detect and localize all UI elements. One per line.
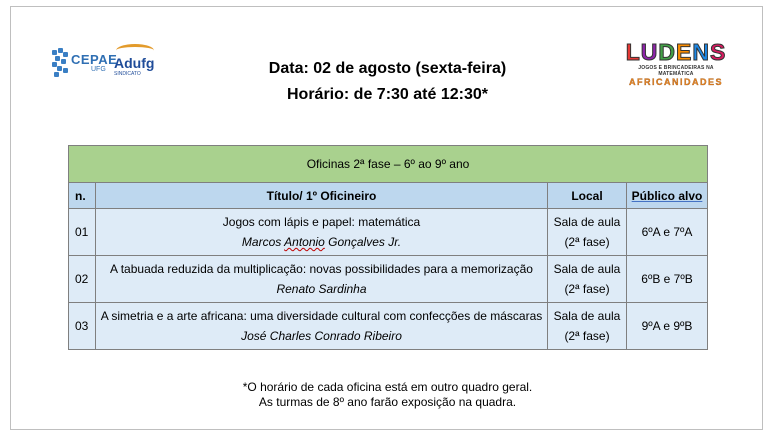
row-title-cell [96, 209, 548, 256]
time-line: Horário: de 7:30 até 12:30* [287, 86, 488, 103]
row-publico: 6ºA e 7ºA [627, 209, 708, 256]
table-row [69, 303, 708, 350]
footnote-8th-grade: As turmas de 8º ano farão exposição na quadra. [258, 395, 517, 409]
workshop-title: A simetria e a arte africana: uma diversidade cultural com confecções de máscaras [100, 309, 543, 323]
row-number: 02 [69, 256, 96, 303]
workshop-title: Jogos com lápis e papel: matemática [222, 215, 421, 229]
cepae-name: CEPAE [71, 52, 118, 67]
workshop-oficineiro: Renato Sardinha [276, 282, 367, 296]
footnote-schedule: *O horário de cada oficina está em outro quadro geral. [242, 380, 533, 394]
row-title-cell [96, 256, 548, 303]
workshop-oficineiro: Marcos Antonio Gonçalves Jr. [241, 235, 402, 249]
table-header-row [69, 183, 708, 209]
workshop-oficineiro: José Charles Conrado Ribeiro [241, 329, 402, 343]
table-row [69, 209, 708, 256]
workshops-table [68, 145, 708, 350]
column-header-title: Título/ 1º Oficineiro [96, 183, 548, 209]
row-number: 01 [69, 209, 96, 256]
workshop-title: A tabuada reduzida da multiplicação: novas possibilidades para a memorização [110, 262, 533, 276]
header [0, 0, 775, 140]
column-header-number: n. [69, 183, 96, 209]
ludens-tagline: JOGOS E BRINCADEIRAS NA MATEMÁTICA [638, 65, 714, 77]
row-local: Sala de aula (2ª fase) [548, 209, 627, 256]
adufg-sub: SINDICATO [114, 71, 141, 77]
row-title-cell [96, 303, 548, 350]
row-publico: 6ºB e 7ºB [627, 256, 708, 303]
adufg-name: Adufg [114, 55, 155, 71]
ludens-theme: AFRICANIDADES [628, 77, 723, 87]
row-number: 03 [69, 303, 96, 350]
table-band-row [69, 146, 708, 183]
row-local: Sala de aula (2ª fase) [548, 303, 627, 350]
row-local: Sala de aula (2ª fase) [548, 256, 627, 303]
ludens-logo [622, 41, 730, 87]
column-header-publico: Público alvo [627, 183, 708, 209]
cepae-sub: UFG [91, 66, 106, 73]
table-row [69, 256, 708, 303]
ludens-wordmark: LUDENS [625, 39, 727, 65]
row-publico: 9ºA e 9ºB [627, 303, 708, 350]
date-line: Data: 02 de agosto (sexta-feira) [268, 60, 507, 77]
table-band-title: Oficinas 2ª fase – 6º ao 9º ano [69, 146, 708, 183]
column-header-local: Local [548, 183, 627, 209]
